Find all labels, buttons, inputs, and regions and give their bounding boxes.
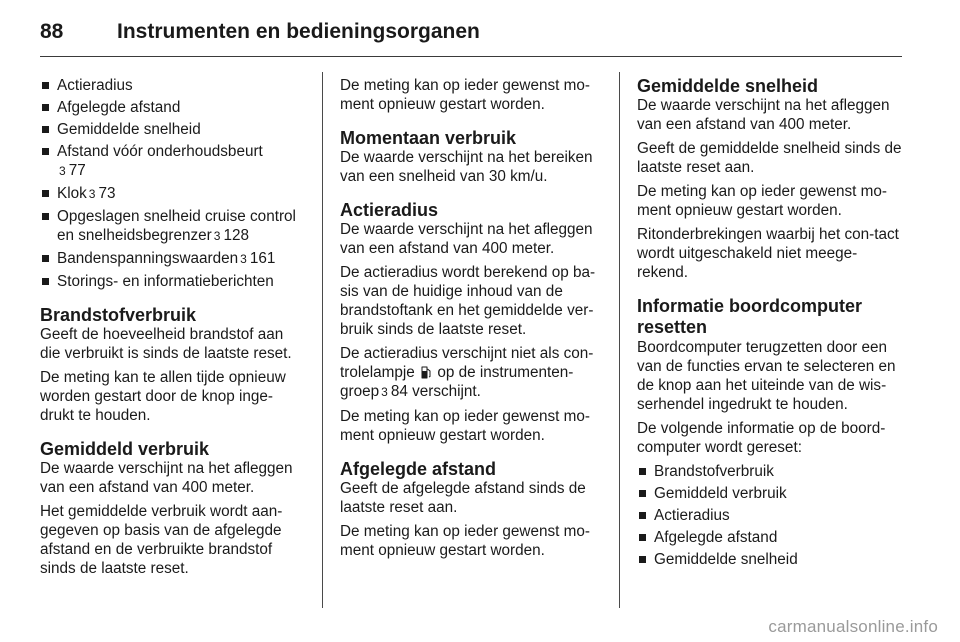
section-brandstofverbruik — [40, 305, 305, 425]
info-list — [40, 76, 305, 291]
paragraph: De meting kan op ieder gewenst mo-ment opnieuw gestart worden. — [340, 523, 590, 559]
paragraph: Geeft de gemiddelde snelheid sinds de laatste reset aan. — [637, 140, 902, 176]
reset-list — [637, 462, 905, 569]
page-reference[interactable]: 128 — [223, 227, 249, 244]
paragraph: De meting kan op ieder gewenst mo-ment opnieuw gestart worden. — [637, 183, 887, 219]
paragraph: De volgende informatie op de boord-computer wordt gereset: — [637, 420, 886, 456]
column-divider-2 — [619, 72, 620, 608]
page-reference[interactable]: 161 — [249, 250, 276, 267]
section-gemiddeld-verbruik — [40, 439, 305, 578]
page-reference[interactable]: 77 — [68, 162, 86, 179]
section-afgelegde-afstand — [340, 459, 606, 560]
paragraph: Ritonderbrekingen waarbij het con-tact wordt uitgeschakeld niet meege-rekend. — [637, 226, 899, 281]
paragraph: Geeft de afgelegde afstand sinds de laatste reset aan. — [340, 480, 586, 516]
column-3 — [637, 76, 905, 572]
list-item: Gemiddelde snelheid — [637, 550, 905, 569]
section-boordcomputer-resetten — [637, 296, 905, 569]
page-title: Instrumenten en bedieningsorganen — [117, 20, 480, 43]
reference-arrow-icon: 3 — [381, 385, 388, 399]
section-actieradius — [340, 200, 606, 445]
list-item: Storings- en informatieberichten — [40, 272, 305, 291]
page-number: 88 — [40, 20, 64, 43]
paragraph: De waarde verschijnt na het afleggen van een afstand van 400 meter. — [340, 221, 593, 257]
paragraph: Boordcomputer terugzetten door een van de functies ervan te selecteren en de knop aan het uiteinde van de wis-serhendel ingedrukt te houden. — [637, 339, 896, 413]
fuel-lamp-icon — [421, 366, 431, 379]
list-item: Opgeslagen snelheid cruise control en snelheidsbegrenzer 3 128 — [40, 207, 305, 246]
list-item: Gemiddeld verbruik — [637, 484, 905, 503]
paragraph: De meting kan op ieder gewenst mo-ment opnieuw gestart worden. — [340, 77, 590, 113]
column-2 — [340, 76, 606, 565]
page-header — [40, 18, 902, 57]
reference-arrow-icon: 3 — [213, 229, 221, 243]
paragraph: De actieradius wordt berekend op ba-sis van de huidige inhoud van de brandstoftank en het gemiddelde ver-bruik sinds de laatste reset. — [340, 264, 596, 338]
column-divider-1 — [322, 72, 323, 608]
list-item: Bandenspanningswaarden 3 161 — [40, 249, 305, 269]
section-heading: Momentaan verbruik — [340, 128, 517, 148]
list-item: Brandstofverbruik — [637, 462, 905, 481]
page-reference[interactable]: 73 — [98, 185, 116, 202]
reference-arrow-icon: 3 — [240, 252, 247, 266]
section-momentaan-verbruik — [340, 128, 606, 186]
section-heading: Brandstofverbruik — [40, 305, 197, 325]
paragraph: De meting kan op ieder gewenst mo-ment opnieuw gestart worden. — [340, 408, 590, 444]
page-reference[interactable]: 84 — [390, 383, 408, 400]
section-heading: Gemiddeld verbruik — [40, 439, 210, 459]
list-item: Actieradius — [40, 76, 305, 95]
list-item: Klok 3 73 — [40, 184, 305, 204]
paragraph: De meting kan te allen tijde opnieuw worden gestart door de knop inge-drukt te houden. — [40, 369, 286, 424]
paragraph: Het gemiddelde verbruik wordt aan-gegeven op basis van de afgelegde afstand en de verbruikte brandstof sinds de laatste reset. — [40, 503, 283, 577]
paragraph: De actieradius verschijnt niet als con-trolelampje op de instrumenten-groep 3 84 verschijnt. — [340, 345, 594, 400]
section-heading: Afgelegde afstand — [340, 459, 497, 479]
list-item: Afgelegde afstand — [40, 98, 305, 117]
column-1 — [40, 76, 305, 583]
section-heading: Gemiddelde snelheid — [637, 76, 819, 96]
section-heading: Informatie boordcomputer resetten — [637, 296, 863, 337]
list-item: Actieradius — [637, 506, 905, 525]
reference-arrow-icon: 3 — [88, 187, 96, 201]
list-item: Afgelegde afstand — [637, 528, 905, 547]
list-item: Gemiddelde snelheid — [40, 120, 305, 139]
section-heading: Actieradius — [340, 200, 439, 220]
watermark: carmanualsonline.info — [768, 617, 938, 636]
paragraph: Geeft de hoeveelheid brandstof aan die verbruikt is sinds de laatste reset. — [40, 326, 292, 362]
list-item: Afstand vóór onderhoudsbeurt 3 77 — [40, 142, 305, 181]
paragraph: De waarde verschijnt na het afleggen van een afstand van 400 meter. — [637, 97, 890, 133]
section-gemiddelde-snelheid — [637, 76, 905, 282]
paragraph: De waarde verschijnt na het afleggen van een afstand van 400 meter. — [40, 460, 293, 496]
reference-arrow-icon: 3 — [59, 164, 66, 178]
paragraph: De waarde verschijnt na het bereiken van een snelheid van 30 km/u. — [340, 149, 593, 185]
